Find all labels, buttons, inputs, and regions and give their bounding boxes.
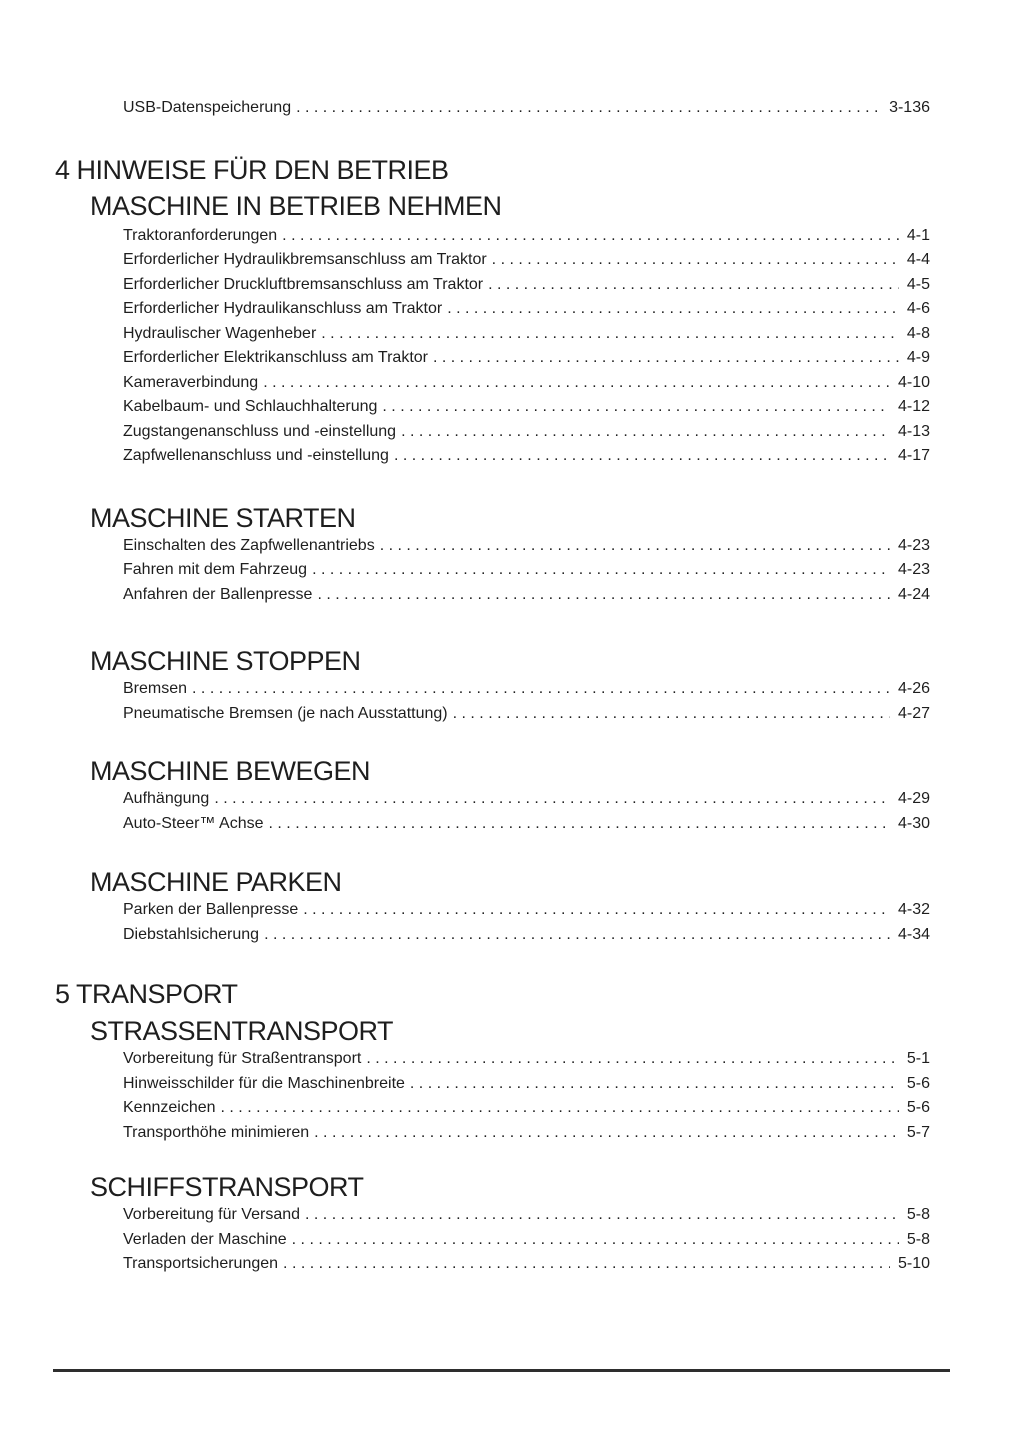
- toc-entry-page: 4-34: [897, 925, 930, 943]
- toc-entry-page: 4-12: [897, 398, 930, 415]
- toc-entry-label: Kameraverbindung: [123, 373, 259, 391]
- dot-leader: [321, 322, 899, 347]
- toc-entry-label: Einschalten des Zapfwellenantriebs: [123, 536, 375, 554]
- dot-leader: [305, 1203, 899, 1228]
- toc-entry-page: 3-136: [889, 99, 930, 116]
- toc-entry: [123, 898, 930, 923]
- toc-entry: [123, 1121, 930, 1146]
- dot-leader: [264, 923, 890, 948]
- dot-leader: [296, 96, 881, 121]
- section-heading: MASCHINE IN BETRIEB NEHMEN: [90, 190, 502, 221]
- toc-entry-label: Bremsen: [123, 680, 188, 697]
- toc-entry: [123, 558, 930, 583]
- toc-entry-page: 5-7: [906, 1123, 930, 1141]
- dot-leader: [366, 1047, 899, 1072]
- toc-entry: [123, 371, 930, 396]
- toc-entry: [123, 96, 930, 121]
- toc-entry-label: USB-Datenspeicherung: [123, 99, 292, 116]
- toc-entry: [123, 1228, 930, 1253]
- toc-entry-label: Zugstangenanschluss und -einstellung: [123, 422, 397, 440]
- toc-entry: [123, 583, 930, 608]
- dot-leader: [314, 1121, 899, 1146]
- toc-entry-label: Erforderlicher Hydraulikanschluss am Traktor: [123, 300, 443, 317]
- toc-entry-page: 5-8: [906, 1206, 930, 1223]
- toc-entry-label: Erforderlicher Elektrikanschluss am Traktor: [123, 349, 428, 366]
- toc-entry: [123, 273, 930, 298]
- toc-entry-page: 4-13: [897, 422, 930, 440]
- toc-entry-page: 4-1: [906, 226, 930, 244]
- toc-entry-label: Transportsicherungen: [123, 1255, 279, 1272]
- toc-entry-label: Anfahren der Ballenpresse: [123, 585, 313, 603]
- toc-entry-label: Zapfwellenanschluss und -einstellung: [123, 447, 389, 464]
- dot-leader: [263, 371, 890, 396]
- toc-entry-page: 4-24: [897, 585, 930, 603]
- dot-leader: [401, 420, 890, 445]
- toc-entry-label: Parken der Ballenpresse: [123, 901, 299, 918]
- chapter-heading: 4 HINWEISE FÜR DEN BETRIEB: [55, 154, 449, 185]
- dot-leader: [214, 787, 890, 812]
- toc-entry-page: 4-30: [897, 814, 930, 832]
- toc-entry: [123, 297, 930, 322]
- toc-entry-label: Hinweisschilder für die Maschinenbreite: [123, 1074, 405, 1092]
- toc-entry-page: 4-9: [906, 349, 930, 366]
- toc-entry: [123, 677, 930, 702]
- toc-entry-list: [123, 787, 930, 836]
- toc-entry-list: [123, 677, 930, 726]
- dot-leader: [447, 297, 899, 322]
- toc-entry: [123, 1072, 930, 1097]
- toc-entry-label: Verladen der Maschine: [123, 1230, 287, 1248]
- toc-entry: [123, 702, 930, 727]
- chapter-heading: 5 TRANSPORT: [55, 979, 238, 1009]
- toc-entry: [123, 1047, 930, 1072]
- toc-entry: [123, 444, 930, 469]
- toc-entry-page: 5-8: [906, 1230, 930, 1248]
- toc-entry-page: 4-17: [897, 447, 930, 464]
- section-heading: SCHIFFSTRANSPORT: [90, 1172, 364, 1202]
- toc-entry: [123, 534, 930, 559]
- section-heading: MASCHINE BEWEGEN: [90, 756, 371, 786]
- toc-entry: [123, 923, 930, 948]
- toc-entry-list: [123, 534, 930, 608]
- toc-entry-label: Vorbereitung für Versand: [123, 1206, 301, 1223]
- toc-entry: [123, 224, 930, 249]
- toc-entry-list: [123, 898, 930, 947]
- toc-entry-page: 5-6: [906, 1099, 930, 1116]
- toc-entry-label: Erforderlicher Druckluftbremsanschluss am Traktor: [123, 275, 484, 293]
- footer-rule: [53, 1369, 950, 1372]
- section-heading: STRASSENTRANSPORT: [90, 1016, 394, 1046]
- toc-entry-page: 4-32: [897, 901, 930, 918]
- toc-entry-label: Aufhängung: [123, 790, 210, 807]
- dot-leader: [433, 346, 899, 371]
- toc-entry: [123, 1252, 930, 1277]
- dot-leader: [269, 812, 890, 837]
- toc-entry-label: Diebstahlsicherung: [123, 925, 260, 943]
- dot-leader: [382, 395, 890, 420]
- toc-entry-list: [123, 1047, 930, 1145]
- toc-entry-page: 4-27: [897, 704, 930, 722]
- toc-pre-entries: [123, 96, 930, 121]
- toc-entry-page: 5-10: [897, 1255, 930, 1272]
- toc-entry-page: 4-4: [906, 251, 930, 268]
- toc-entry: [123, 395, 930, 420]
- toc-entry-label: Fahren mit dem Fahrzeug: [123, 561, 308, 578]
- section-heading: MASCHINE STARTEN: [90, 502, 356, 533]
- toc-entry-label: Auto-Steer™ Achse: [123, 814, 264, 832]
- toc-entry-label: Vorbereitung für Straßentransport: [123, 1050, 362, 1067]
- toc-entry-label: Pneumatische Bremsen (je nach Ausstattung): [123, 704, 448, 722]
- toc-entry-label: Traktoranforderungen: [123, 226, 278, 244]
- toc-entry-label: Transporthöhe minimieren: [123, 1123, 310, 1141]
- dot-leader: [394, 444, 890, 469]
- toc-entry-page: 4-10: [897, 373, 930, 391]
- dot-leader: [453, 702, 890, 727]
- dot-leader: [317, 583, 890, 608]
- dot-leader: [303, 898, 890, 923]
- toc-entry-page: 4-29: [897, 790, 930, 807]
- section-heading: MASCHINE STOPPEN: [90, 646, 361, 676]
- toc-entry: [123, 787, 930, 812]
- toc-entry-page: 4-26: [897, 680, 930, 697]
- dot-leader: [492, 248, 899, 273]
- toc-entry-label: Erforderlicher Hydraulikbremsanschluss am Traktor: [123, 251, 487, 268]
- toc-entry: [123, 248, 930, 273]
- toc-entry-page: 4-8: [906, 324, 930, 342]
- toc-entry-page: 4-23: [897, 561, 930, 578]
- toc-entry: [123, 1203, 930, 1228]
- dot-leader: [283, 1252, 890, 1277]
- dot-leader: [292, 1228, 899, 1253]
- dot-leader: [488, 273, 899, 298]
- dot-leader: [192, 677, 890, 702]
- toc-entry-label: Hydraulischer Wagenheber: [123, 324, 317, 342]
- toc-entry: [123, 812, 930, 837]
- toc-entry: [123, 420, 930, 445]
- toc-entry-page: 4-23: [897, 536, 930, 554]
- dot-leader: [410, 1072, 899, 1097]
- dot-leader: [380, 534, 890, 559]
- dot-leader: [282, 224, 899, 249]
- toc-entry: [123, 346, 930, 371]
- toc-entry-page: 5-1: [906, 1050, 930, 1067]
- toc-entry-page: 4-6: [906, 300, 930, 317]
- toc-entry-label: Kennzeichen: [123, 1099, 216, 1116]
- toc-entry: [123, 1096, 930, 1121]
- section-heading: MASCHINE PARKEN: [90, 867, 342, 897]
- toc-entry-label: Kabelbaum- und Schlauchhalterung: [123, 398, 378, 415]
- toc-entry: [123, 322, 930, 347]
- dot-leader: [221, 1096, 899, 1121]
- toc-entry-list: [123, 224, 930, 469]
- toc-entry-page: 5-6: [906, 1074, 930, 1092]
- toc-entry-page: 4-5: [906, 275, 930, 293]
- dot-leader: [312, 558, 890, 583]
- toc-entry-list: [123, 1203, 930, 1277]
